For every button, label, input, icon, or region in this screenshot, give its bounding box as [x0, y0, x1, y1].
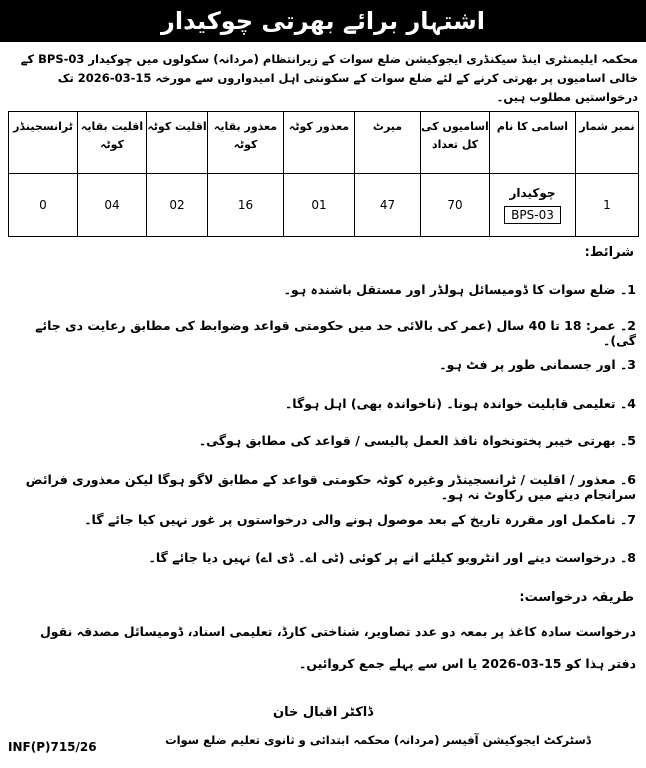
post-name: چوکیدار	[509, 186, 556, 200]
table-row	[9, 174, 639, 237]
signatory-name: ڈاکٹر اقبال خان	[272, 705, 374, 720]
procedure-heading: طریقہ درخواست:	[519, 590, 634, 605]
header-disabled-remaining: معذور بقایہ کوٹہ	[208, 112, 284, 174]
post-scale: BPS-03	[504, 206, 561, 224]
condition-item-3: 3۔ اور جسمانی طور پر فٹ ہو۔	[439, 357, 636, 372]
condition-item-8: 8۔ درخواست دینے اور انٹرویو کیلئے انے پر کوئی (ٹی اے۔ ڈی اے) نہیں دیا جائے گا۔	[148, 550, 636, 565]
cell-disabled: 01	[284, 174, 355, 237]
condition-item-1: 1۔ ضلع سوات کا ڈومیسائل ہولڈر اور مستقل باشندہ ہو۔	[283, 282, 636, 297]
header-merit: میرٹ	[355, 112, 421, 174]
cell-merit: 47	[355, 174, 421, 237]
cell-disabled-remaining: 16	[208, 174, 284, 237]
header-post: اسامی کا نام	[490, 112, 576, 174]
condition-item-5: 5۔ بھرتی خیبر پختونخواہ نافذ العمل پالیسی / قواعد کی مطابق ہوگی۔	[198, 433, 636, 448]
intro-paragraph: محکمہ ایلیمنٹری اینڈ سیکنڈری ایجوکیشن ضلع سوات کے زیرانتظام (مردانہ) سکولوں میں چوکیدار BPS-03 کے خالی اسامیوں پر بھرتی کرنے کے لئے ضلع سوات کے سکونتی اہل امیدواروں سے مورخہ 15-03-2026 تک درخواستیں مطلوب ہیں۔	[20, 52, 638, 104]
condition-item-7: 7۔ نامکمل اور مقررہ تاریخ کے بعد موصول ہونے والی درخواستوں پر غور نہیں کیا جائے گا۔	[84, 512, 636, 527]
cell-transgender: 0	[9, 174, 78, 237]
cell-serial: 1	[576, 174, 639, 237]
header-total: اسامیوں کی کل تعداد	[421, 112, 490, 174]
condition-item-2: 2۔ عمر: 18 تا 40 سال (عمر کی بالائی حد میں حکومتی قواعد وضوابط کی مطابق رعایت دی جائے گی)۔	[35, 318, 636, 348]
cell-minority-remaining: 04	[78, 174, 147, 237]
cell-total: 70	[421, 174, 490, 237]
header-disabled: معذور کوٹہ	[284, 112, 355, 174]
table-header-row	[9, 112, 639, 174]
title-banner	[0, 0, 646, 42]
header-minority-remaining: اقلیت بقایہ کوٹہ	[78, 112, 147, 174]
cell-minority: 02	[147, 174, 208, 237]
reference-number: INF(P)715/26	[8, 740, 97, 754]
header-serial: نمبر شمار	[576, 112, 639, 174]
header-minority: اقلیت کوٹہ	[147, 112, 208, 174]
conditions-heading: شرائط:	[584, 245, 634, 260]
cell-post	[490, 174, 576, 237]
condition-item-6: 6۔ معذور / اقلیت / ٹرانسجینڈر وغیرہ کوٹہ حکومتی قواعد کے مطابق لاگو ہوگا لیکن معذوری فرائض سرانجام دینے میں رکاوٹ نہ ہو۔	[25, 472, 636, 502]
signatory-title: ڈسٹرکٹ ایجوکیشن آفیسر (مردانہ) محکمہ ابتدائی و ثانوی تعلیم ضلع سوات	[165, 733, 591, 747]
condition-item-4: 4۔ تعلیمی قابلیت خواندہ ہونا۔ (ناخواندہ بھی) اہل ہوگا۔	[284, 396, 636, 411]
header-transgender: ٹرانسجینڈر	[9, 112, 78, 174]
procedure-text: درخواست سادہ کاغذ پر بمعہ دو عدد تصاویر، شناختی کارڈ، تعلیمی اسناد، ڈومیسائل مصدقہ نقول دفتر ہذا کو 15-03-2026 یا اس سے پہلے جمع کروائیں۔	[39, 624, 636, 671]
page-title: اشتہار برائے بھرتی چوکیدار	[161, 7, 485, 35]
posts-table	[8, 111, 639, 237]
